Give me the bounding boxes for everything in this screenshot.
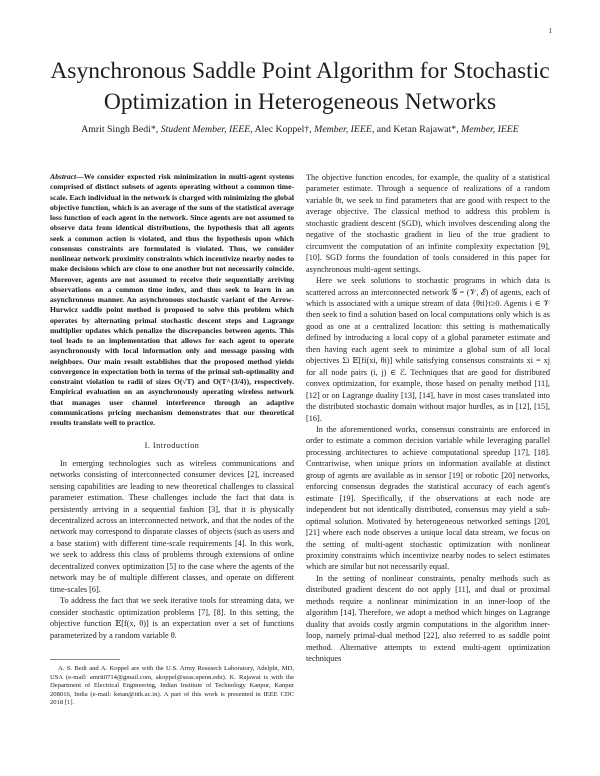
right-column [306,172,550,664]
author-1-role: Student Member, IEEE, [160,124,253,135]
abstract-text: —We consider expected risk minimization in multi-agent systems comprised of distinct subsets of agents operating without a common time-scale. Each individual in the network is charged with minimizing the global objective function, which is an average of the sum of the statistical average loss function of each agent in the network. Since agents are not assumed to observe data from identical distributions, the hypothesis that all agents seek a common action is violated, and thus the hypothesis upon which consensus constraints are formulated is violated. Thus, we consider nonlinear network proximity constraints which incentivize nearby nodes to make decisions which are close to one another but not necessarily coincide. Moreover, agents are not assumed to receive their sequentially arriving observations on a common time index, and thus seek to learn in an asynchronous manner. An asynchronous stochastic variant of the Arrow-Hurwicz saddle point method is proposed to solve this problem which operates by alternating primal stochastic descent steps and Lagrange multiplier updates which penalize the discrepancies between agents. This tool leads to an implementation that allows for each agent to operate asynchronously with local information only and message passing with neighbors. Our main result establishes that the proposed method yields convergence in expectation both in terms of the primal sub-optimality and constraint violation to radii of sizes O(√T) and O(T^{3/4}), respectively. Empirical evaluation on an asynchronously operating wireless network that manages user channel interference through an adaptive communications pricing mechanism demonstrates that our theoretical results translate well to practice. [50,172,294,427]
footnote-rule [50,659,120,660]
author-2-name: Alec Koppel†, [254,124,312,135]
abstract [50,172,294,428]
intro-paragraph-2: To address the fact that we seek iterative tools for streaming data, we consider stochastic optimization problems [7], [8]. In this setting, the objective function 𝔼[f(x, θ)] is an expectation over a set of functions parameterized by a random variable θ. [50,596,294,640]
left-column [50,172,294,708]
page-number: 1 [548,27,552,35]
author-connector: and [376,124,391,135]
body-paragraph-3: In the aforementioned works, consensus constraints are enforced in order to estimate a common decision variable while leveraging parallel processing architectures to achieve computational speedup [17], [18]. Contrariwise, when unique priors on information available at distinct group of agents are available as in sensor [19] or robotic [20] networks, enforcing consensus degrades the statistical accuracy of each agent's estimate [19]. Specifically, if the observations at each node are independent but not identically distributed, consensus may yield a sub-optimal solution. Motivated by heterogeneous networked settings [20], [21] where each node observes a unique local data stream, we focus on the setting of multi-agent stochastic optimization with nonlinear proximity constraints which incentivize nearby nodes to select estimates which are similar but not necessarily equal. [306,424,550,572]
body-paragraph-2: Here we seek solutions to stochastic programs in which data is scattered across an interconnected network 𝒢 = (𝒱, ℰ) of agents, each of which is associated with a unique stream of data {θti}t≥0. Agents i ∈ 𝒱 then seek to find a solution based on local computations only which is as good as one at a centralized location: this setting is mathematically defined by introducing a local copy of a global parameter estimate and then having each agent seek to minimize a global sum of all local objectives Σi 𝔼[fi(xi, θi)] while satisfying consensus constraints xi = xj for all node pairs (i, j) ∈ ℰ. Techniques that are good for distributed convex optimization, for example, those based on penalty method [11], [12] or on Lagrange duality [13], [14], have in most cases translated into the distributed stochastic domain without major hurdles, as in [12], [15], [16]. [306,276,550,423]
section-heading-introduction: I. Introduction [144,441,200,451]
author-line [30,124,570,136]
author-1-name: Amrit Singh Bedi*, [81,124,159,135]
author-2-role: Member, IEEE, [314,124,375,135]
author-3-role: Member, IEEE [461,124,519,135]
footnote-text: A. S. Bedi and A. Koppel are with the U.S. Army Research Laboratory, Adelphi, MD, USA (e-mail: amrit0714@gmail.com, akoppel@seas.upenn.edu). K. Rajawat is with the Department of Electrical Engineering, Indian Institute of Technology Kanpur, Kanpur 208016, India (e-mail: ketan@iitk.ac.in). A part of this work is presented in IEEE CDC 2018 [1]. [50,664,294,707]
abstract-label: Abstract [50,172,77,181]
author-3-name: Ketan Rajawat*, [393,124,459,135]
body-paragraph-4: In the setting of nonlinear constraints, penalty methods such as distributed gradient descent do not apply [11], and dual or proximal methods require a nonlinear minimization in an inner-loop of the algorithm [14]. Therefore, we adopt a method which hinges on Lagrange duality that avoids costly argmin computations in the algorithm inner-loop, namely primal-dual method [22], also referred to as saddle point method. Alternative attempts to extend multi-agent optimization techniques [306,573,550,664]
body-paragraph-1: The objective function encodes, for example, the quality of a statistical parameter estimate. Through a sequence of realizations of a random variable θt, we seek to find parameters that are good with respect to the average objective. The classical method to address this problem is stochastic gradient descent (SGD), which involves descending along the negative of the stochastic gradient in lieu of the true gradient to circumvent the computation of an infinite complexity expectation [9], [10]. SGD forms the foundation of tools considered in this paper for asynchronous multi-agent settings. [306,173,550,274]
intro-paragraph-1: In emerging technologies such as wireless communications and networks consisting of interconnected consumer devices [2], increased sensing capabilities are leading to new theoretical challenges to classical parameter estimation. These challenges include the fact that data is persistently arriving in a sequential fashion [3], that it is physically decentralized across an interconnected network, and that the nodes of the network may correspond to disparate classes of objects (such as users and a base station) with different time-scale requirements [4]. In this work, we seek to address this class of problems through extensions of online decentralized convex optimization [5] to the case where the agents of the network may be of multiple different classes, and operate on different time-scales [6]. [50,458,294,594]
paper-title: Asynchronous Saddle Point Algorithm for Stochastic Optimization in Heterogeneous Networks [50,58,550,115]
